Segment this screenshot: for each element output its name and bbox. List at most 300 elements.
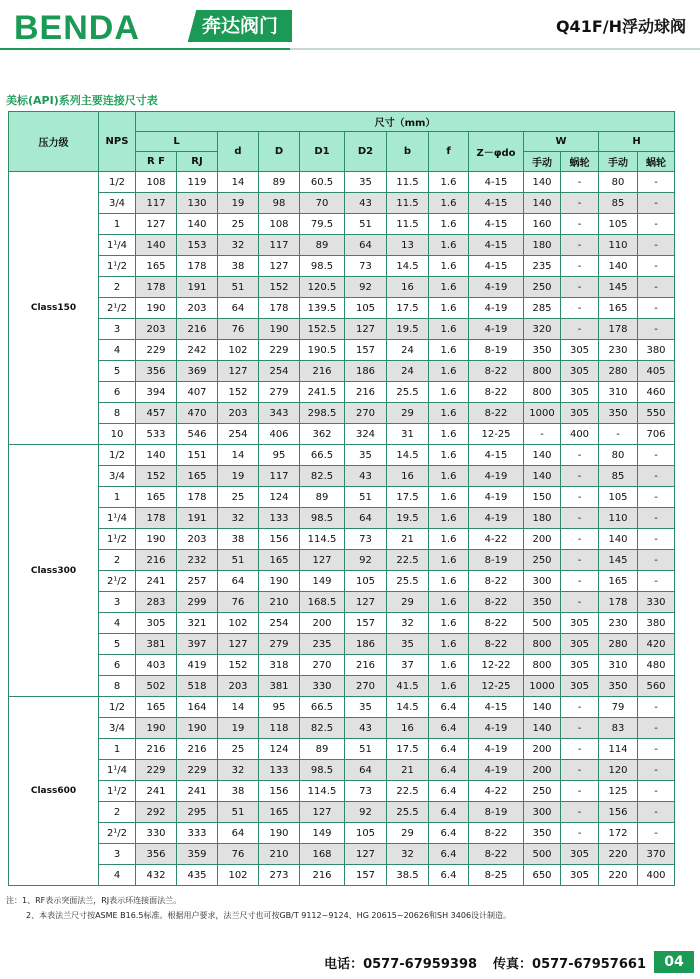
value-cell: 165 (599, 571, 638, 592)
nps-cell: 8 (99, 676, 136, 697)
value-cell: 330 (136, 823, 177, 844)
value-cell: 8-19 (469, 340, 524, 361)
value-cell: 35 (387, 634, 429, 655)
value-cell: 64 (218, 823, 259, 844)
pressure-class-cell: Class150 (9, 172, 99, 445)
value-cell: 190 (136, 529, 177, 550)
value-cell: 102 (218, 865, 259, 886)
value-cell: 250 (524, 277, 561, 298)
value-cell: 24 (387, 340, 429, 361)
value-cell: 140 (136, 235, 177, 256)
value-cell: 200 (524, 760, 561, 781)
value-cell: 350 (524, 823, 561, 844)
value-cell: 190 (136, 718, 177, 739)
value-cell: 66.5 (300, 445, 345, 466)
value-cell: 38 (218, 256, 259, 277)
value-cell: 92 (345, 277, 387, 298)
section-title: 美标(API)系列主要连接尺寸表 (6, 94, 158, 107)
nps-cell: 1¹/2 (99, 256, 136, 277)
value-cell: 156 (599, 802, 638, 823)
table-row (9, 214, 675, 235)
value-cell: 500 (524, 844, 561, 865)
value-cell: 370 (638, 844, 675, 865)
value-cell: 229 (177, 760, 218, 781)
value-cell: 229 (136, 760, 177, 781)
value-cell: 178 (177, 256, 218, 277)
value-cell: 305 (561, 613, 599, 634)
value-cell: 32 (387, 613, 429, 634)
pressure-class-cell: Class600 (9, 697, 99, 886)
value-cell: 165 (136, 256, 177, 277)
value-cell: 480 (638, 655, 675, 676)
value-cell: - (561, 466, 599, 487)
value-cell: 172 (599, 823, 638, 844)
value-cell: 4-19 (469, 277, 524, 298)
nps-cell: 1¹/4 (99, 235, 136, 256)
value-cell: - (638, 571, 675, 592)
value-cell: 32 (218, 508, 259, 529)
value-cell: 12-25 (469, 424, 524, 445)
value-cell: 140 (524, 172, 561, 193)
header-w-worm: 蜗轮 (561, 152, 599, 172)
value-cell: 152 (136, 466, 177, 487)
value-cell: 51 (345, 739, 387, 760)
value-cell: - (638, 508, 675, 529)
value-cell: 165 (136, 697, 177, 718)
value-cell: 17.5 (387, 739, 429, 760)
value-cell: 350 (599, 403, 638, 424)
header-D: D (259, 132, 300, 172)
value-cell: - (638, 298, 675, 319)
value-cell: 180 (524, 508, 561, 529)
value-cell: 127 (300, 550, 345, 571)
value-cell: 95 (259, 445, 300, 466)
value-cell: 470 (177, 403, 218, 424)
header-pressure: 压力级 (9, 112, 99, 172)
value-cell: - (638, 193, 675, 214)
value-cell: - (638, 739, 675, 760)
value-cell: 350 (599, 676, 638, 697)
value-cell: 4-19 (469, 739, 524, 760)
value-cell: - (561, 214, 599, 235)
value-cell: 156 (259, 529, 300, 550)
value-cell: 1.6 (429, 361, 469, 382)
value-cell: 8-25 (469, 865, 524, 886)
value-cell: 406 (259, 424, 300, 445)
value-cell: 16 (387, 718, 429, 739)
value-cell: 369 (177, 361, 218, 382)
value-cell: 105 (345, 823, 387, 844)
value-cell: 43 (345, 193, 387, 214)
value-cell: 127 (218, 361, 259, 382)
value-cell: 82.5 (300, 466, 345, 487)
value-cell: 180 (524, 235, 561, 256)
header-L: L (136, 132, 218, 152)
value-cell: 321 (177, 613, 218, 634)
value-cell: 560 (638, 676, 675, 697)
value-cell: 51 (218, 802, 259, 823)
value-cell: 4-19 (469, 760, 524, 781)
value-cell: 6.4 (429, 760, 469, 781)
value-cell: 19 (218, 466, 259, 487)
value-cell: 280 (599, 361, 638, 382)
table-row (9, 529, 675, 550)
value-cell: 89 (259, 172, 300, 193)
value-cell: - (561, 193, 599, 214)
table-row (9, 319, 675, 340)
value-cell: 283 (136, 592, 177, 613)
value-cell: 76 (218, 319, 259, 340)
value-cell: 6.4 (429, 739, 469, 760)
value-cell: 25.5 (387, 571, 429, 592)
value-cell: 279 (259, 382, 300, 403)
value-cell: 151 (177, 445, 218, 466)
value-cell: 130 (177, 193, 218, 214)
value-cell: 51 (345, 487, 387, 508)
value-cell: 12-25 (469, 676, 524, 697)
value-cell: 64 (345, 235, 387, 256)
value-cell: 800 (524, 361, 561, 382)
value-cell: 165 (177, 466, 218, 487)
value-cell: 168.5 (300, 592, 345, 613)
nps-cell: 6 (99, 382, 136, 403)
value-cell: 8-22 (469, 634, 524, 655)
value-cell: 235 (300, 634, 345, 655)
value-cell: 31 (387, 424, 429, 445)
value-cell: 305 (561, 655, 599, 676)
header-H: H (599, 132, 675, 152)
value-cell: 216 (345, 655, 387, 676)
value-cell: 157 (345, 613, 387, 634)
value-cell: 232 (177, 550, 218, 571)
nps-cell: 5 (99, 361, 136, 382)
value-cell: 98.5 (300, 256, 345, 277)
value-cell: 460 (638, 382, 675, 403)
value-cell: 216 (300, 361, 345, 382)
table-row (9, 172, 675, 193)
nps-cell: 1/2 (99, 697, 136, 718)
table-row (9, 256, 675, 277)
value-cell: 25.5 (387, 382, 429, 403)
value-cell: 140 (524, 718, 561, 739)
value-cell: 1.6 (429, 634, 469, 655)
value-cell: 216 (177, 739, 218, 760)
value-cell: 343 (259, 403, 300, 424)
value-cell: 8-22 (469, 361, 524, 382)
value-cell: 220 (599, 865, 638, 886)
page-header (0, 0, 700, 56)
value-cell: 85 (599, 466, 638, 487)
value-cell: 98 (259, 193, 300, 214)
value-cell: 120.5 (300, 277, 345, 298)
value-cell: 29 (387, 592, 429, 613)
brand-chinese-name: 奔达阀门 (198, 10, 292, 42)
value-cell: 66.5 (300, 697, 345, 718)
value-cell: 13 (387, 235, 429, 256)
value-cell: 381 (259, 676, 300, 697)
header-dimensions: 尺寸（mm） (136, 112, 675, 132)
value-cell: 1.6 (429, 256, 469, 277)
value-cell: 76 (218, 844, 259, 865)
value-cell: 105 (599, 214, 638, 235)
table-row (9, 361, 675, 382)
value-cell: 800 (524, 634, 561, 655)
value-cell: 73 (345, 781, 387, 802)
nps-cell: 4 (99, 340, 136, 361)
nps-cell: 1/2 (99, 172, 136, 193)
value-cell: 152 (218, 382, 259, 403)
value-cell: 70 (300, 193, 345, 214)
value-cell: 257 (177, 571, 218, 592)
value-cell: 518 (177, 676, 218, 697)
value-cell: 127 (345, 844, 387, 865)
value-cell: 241.5 (300, 382, 345, 403)
table-row (9, 760, 675, 781)
value-cell: 25.5 (387, 802, 429, 823)
value-cell: 95 (259, 697, 300, 718)
value-cell: 333 (177, 823, 218, 844)
value-cell: 8-19 (469, 550, 524, 571)
value-cell: 200 (300, 613, 345, 634)
value-cell: 38 (218, 529, 259, 550)
value-cell: 11.5 (387, 214, 429, 235)
value-cell: 1.6 (429, 193, 469, 214)
value-cell: 241 (136, 571, 177, 592)
nps-cell: 3/4 (99, 193, 136, 214)
table-row (9, 445, 675, 466)
value-cell: 178 (177, 487, 218, 508)
value-cell: 1.6 (429, 214, 469, 235)
value-cell: 149 (300, 823, 345, 844)
value-cell: 235 (524, 256, 561, 277)
value-cell: 8-22 (469, 613, 524, 634)
value-cell: 241 (177, 781, 218, 802)
contact-info (324, 953, 646, 972)
value-cell: 14.5 (387, 256, 429, 277)
value-cell: - (561, 571, 599, 592)
value-cell: 157 (345, 340, 387, 361)
value-cell: 22.5 (387, 550, 429, 571)
value-cell: - (638, 823, 675, 844)
value-cell: 79.5 (300, 214, 345, 235)
value-cell: 35 (345, 697, 387, 718)
footnotes (6, 893, 511, 923)
header-W: W (524, 132, 599, 152)
value-cell: 43 (345, 718, 387, 739)
value-cell: 165 (136, 487, 177, 508)
value-cell: - (638, 235, 675, 256)
value-cell: 43 (345, 466, 387, 487)
value-cell: 435 (177, 865, 218, 886)
value-cell: 127 (345, 319, 387, 340)
value-cell: 133 (259, 760, 300, 781)
value-cell: 156 (259, 781, 300, 802)
footnote-1: 注：1、RF表示突面法兰，RJ表示环连接面法兰。 (6, 896, 182, 905)
value-cell: 152 (259, 277, 300, 298)
fax-number: 传真：0577-67957661 (493, 957, 646, 972)
value-cell: 85 (599, 193, 638, 214)
nps-cell: 5 (99, 634, 136, 655)
value-cell: 92 (345, 550, 387, 571)
value-cell: 19 (218, 718, 259, 739)
value-cell: 105 (345, 298, 387, 319)
value-cell: - (638, 529, 675, 550)
nps-cell: 3 (99, 592, 136, 613)
value-cell: - (638, 697, 675, 718)
value-cell: 800 (524, 655, 561, 676)
value-cell: 8-22 (469, 844, 524, 865)
value-cell: 64 (345, 760, 387, 781)
value-cell: 140 (524, 466, 561, 487)
table-row (9, 802, 675, 823)
value-cell: 140 (136, 445, 177, 466)
value-cell: 254 (259, 613, 300, 634)
value-cell: 305 (561, 382, 599, 403)
value-cell: 502 (136, 676, 177, 697)
value-cell: 190 (259, 571, 300, 592)
table-body (9, 172, 675, 886)
value-cell: 102 (218, 340, 259, 361)
value-cell: 14.5 (387, 445, 429, 466)
value-cell: 210 (259, 844, 300, 865)
value-cell: 200 (524, 739, 561, 760)
value-cell: 125 (599, 781, 638, 802)
value-cell: 118 (259, 718, 300, 739)
value-cell: 32 (387, 844, 429, 865)
value-cell: 305 (561, 340, 599, 361)
value-cell: 6.4 (429, 865, 469, 886)
value-cell: 1.6 (429, 277, 469, 298)
table-row (9, 298, 675, 319)
value-cell: 25 (218, 214, 259, 235)
value-cell: 1.6 (429, 172, 469, 193)
value-cell: 124 (259, 739, 300, 760)
value-cell: 14.5 (387, 697, 429, 718)
value-cell: 1.6 (429, 403, 469, 424)
value-cell: 83 (599, 718, 638, 739)
pressure-class-cell: Class300 (9, 445, 99, 697)
value-cell: 117 (136, 193, 177, 214)
nps-cell: 4 (99, 613, 136, 634)
table-row (9, 655, 675, 676)
value-cell: 127 (259, 256, 300, 277)
table-row (9, 718, 675, 739)
header-z: Z－φdo (469, 132, 524, 172)
value-cell: 21 (387, 529, 429, 550)
value-cell: 51 (345, 214, 387, 235)
value-cell: 160 (524, 214, 561, 235)
page-footer (0, 950, 700, 979)
value-cell: 4-15 (469, 193, 524, 214)
value-cell: 254 (259, 361, 300, 382)
value-cell: 133 (259, 508, 300, 529)
value-cell: 405 (638, 361, 675, 382)
nps-cell: 3 (99, 844, 136, 865)
value-cell: 216 (345, 382, 387, 403)
value-cell: 152.5 (300, 319, 345, 340)
value-cell: 21 (387, 760, 429, 781)
header-d: d (218, 132, 259, 172)
value-cell: - (599, 424, 638, 445)
value-cell: 14 (218, 697, 259, 718)
value-cell: 270 (345, 403, 387, 424)
value-cell: 295 (177, 802, 218, 823)
value-cell: 140 (524, 445, 561, 466)
value-cell: 254 (218, 424, 259, 445)
value-cell: - (561, 256, 599, 277)
header-divider-light (290, 48, 700, 50)
value-cell: 38.5 (387, 865, 429, 886)
footnote-2: 2、本表法兰尺寸按ASME B16.5标准。根据用户要求，法兰尺寸也可按GB/T 9112~9124、HG 20615~20626和SH 3406设计制造。 (26, 911, 512, 920)
value-cell: 37 (387, 655, 429, 676)
value-cell: 298.5 (300, 403, 345, 424)
value-cell: 305 (561, 865, 599, 886)
value-cell: 1.6 (429, 298, 469, 319)
value-cell: 305 (561, 844, 599, 865)
value-cell: 114 (599, 739, 638, 760)
value-cell: 29 (387, 403, 429, 424)
value-cell: 89 (300, 487, 345, 508)
value-cell: - (561, 319, 599, 340)
value-cell: 6.4 (429, 823, 469, 844)
nps-cell: 1¹/2 (99, 529, 136, 550)
value-cell: 186 (345, 634, 387, 655)
value-cell: 149 (300, 571, 345, 592)
value-cell: 216 (177, 319, 218, 340)
value-cell: 1000 (524, 676, 561, 697)
value-cell: 73 (345, 529, 387, 550)
table-row (9, 613, 675, 634)
value-cell: 1.6 (429, 235, 469, 256)
value-cell: 1.6 (429, 613, 469, 634)
value-cell: 300 (524, 802, 561, 823)
value-cell: 117 (259, 235, 300, 256)
table-row (9, 634, 675, 655)
value-cell: 1.6 (429, 382, 469, 403)
value-cell: 4-15 (469, 256, 524, 277)
value-cell: 24 (387, 361, 429, 382)
nps-cell: 2 (99, 277, 136, 298)
nps-cell: 1 (99, 487, 136, 508)
value-cell: 19.5 (387, 319, 429, 340)
table-row (9, 739, 675, 760)
value-cell: - (638, 718, 675, 739)
value-cell: 1.6 (429, 550, 469, 571)
value-cell: 400 (638, 865, 675, 886)
value-cell: 35 (345, 172, 387, 193)
value-cell: 280 (599, 634, 638, 655)
value-cell: 165 (259, 802, 300, 823)
value-cell: - (638, 445, 675, 466)
header-h-worm: 蜗轮 (638, 152, 675, 172)
value-cell: 362 (300, 424, 345, 445)
value-cell: - (561, 739, 599, 760)
value-cell: 350 (524, 340, 561, 361)
value-cell: 203 (177, 298, 218, 319)
value-cell: 190.5 (300, 340, 345, 361)
value-cell: 285 (524, 298, 561, 319)
value-cell: 305 (561, 634, 599, 655)
header-f: f (429, 132, 469, 172)
value-cell: 1000 (524, 403, 561, 424)
value-cell: 1.6 (429, 319, 469, 340)
nps-cell: 10 (99, 424, 136, 445)
header-nps: NPS (99, 112, 136, 172)
value-cell: 310 (599, 655, 638, 676)
page-title: Q41F/H浮动球阀 (555, 17, 686, 36)
value-cell: 89 (300, 235, 345, 256)
nps-cell: 2¹/2 (99, 298, 136, 319)
